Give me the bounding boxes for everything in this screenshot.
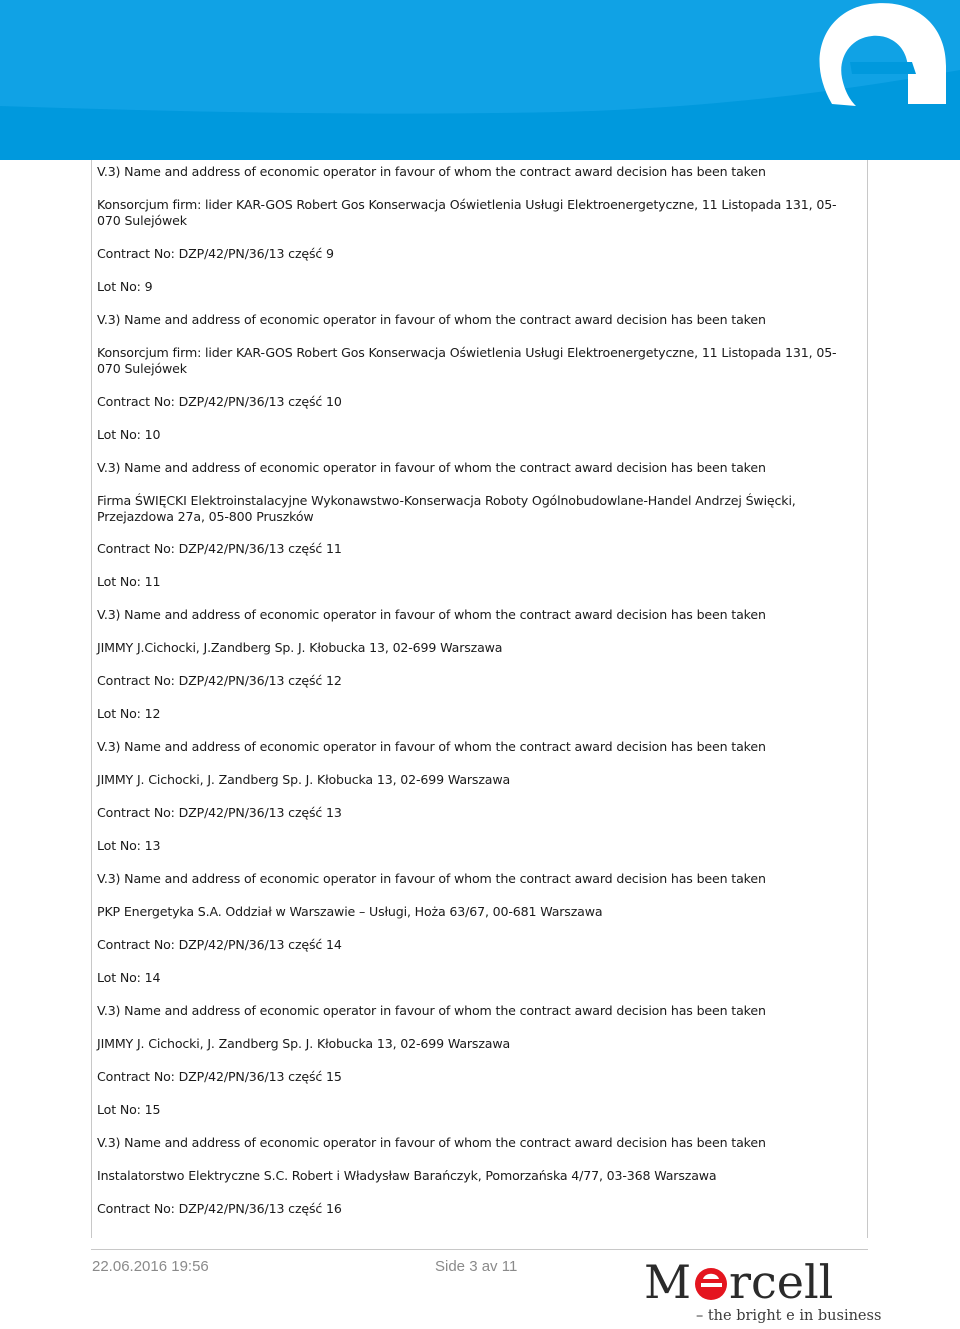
header-band [0,0,960,160]
brand-tagline: – the bright e in business [696,1308,882,1324]
lot-number: Lot No: 14 [97,970,161,985]
section-heading: V.3) Name and address of economic operator in favour of whom the contract award decision has been taken [97,871,766,886]
section-heading: V.3) Name and address of economic operator in favour of whom the contract award decision has been taken [97,739,766,754]
section-heading: V.3) Name and address of economic operator in favour of whom the contract award decision has been taken [97,312,766,327]
operator-address: JIMMY J. Cichocki, J. Zandberg Sp. J. Kłobucka 13, 02-699 Warszawa [97,1036,511,1051]
document-body [91,160,868,1238]
contract-number: Contract No: DZP/42/PN/36/13 część 12 [97,673,342,688]
section-heading: V.3) Name and address of economic operator in favour of whom the contract award decision has been taken [97,164,766,179]
footer-page-number: Side 3 av 11 [435,1258,518,1275]
logo-suffix: rcell [729,1255,834,1309]
lot-number: Lot No: 12 [97,706,161,721]
footer-timestamp: 22.06.2016 19:56 [92,1258,209,1275]
contract-number: Contract No: DZP/42/PN/36/13 część 13 [97,805,342,820]
contract-number: Contract No: DZP/42/PN/36/13 część 9 [97,246,334,261]
operator-address: Firma ŚWIĘCKI Elektroinstalacyjne Wykonawstwo-Konserwacja Roboty Ogólnobudowlane-Handel Andrzej Święcki, Przejazdowa 27a, 05-800 Pruszków [97,493,796,524]
contract-number: Contract No: DZP/42/PN/36/13 część 11 [97,541,342,556]
lot-number: Lot No: 9 [97,279,153,294]
logo-e-icon [695,1268,727,1300]
lot-number: Lot No: 10 [97,427,161,442]
footer-divider [91,1249,868,1250]
operator-address: Konsorcjum firm: lider KAR-GOS Robert Gos Konserwacja Oświetlenia Usługi Elektroenergetyczne, 11 Listopada 131, 05-070 Sulejówek [97,345,837,376]
section-heading: V.3) Name and address of economic operator in favour of whom the contract award decision has been taken [97,460,766,475]
section-heading: V.3) Name and address of economic operator in favour of whom the contract award decision has been taken [97,1003,766,1018]
operator-address: Konsorcjum firm: lider KAR-GOS Robert Gos Konserwacja Oświetlenia Usługi Elektroenergetyczne, 11 Listopada 131, 05-070 Sulejówek [97,197,837,228]
lot-number: Lot No: 13 [97,838,161,853]
lot-number: Lot No: 11 [97,574,161,589]
operator-address: Instalatorstwo Elektryczne S.C. Robert i Władysław Barańczyk, Pomorzańska 4/77, 03-368 Warszawa [97,1168,717,1183]
section-heading: V.3) Name and address of economic operator in favour of whom the contract award decision has been taken [97,607,766,622]
contract-number: Contract No: DZP/42/PN/36/13 część 15 [97,1069,342,1084]
lot-number: Lot No: 15 [97,1102,161,1117]
contract-number: Contract No: DZP/42/PN/36/13 część 14 [97,937,342,952]
logo-prefix: M [644,1255,692,1309]
contract-number: Contract No: DZP/42/PN/36/13 część 10 [97,394,342,409]
operator-address: JIMMY J.Cichocki, J.Zandberg Sp. J. Kłobucka 13, 02-699 Warszawa [97,640,503,655]
section-heading: V.3) Name and address of economic operator in favour of whom the contract award decision has been taken [97,1135,766,1150]
operator-address: JIMMY J. Cichocki, J. Zandberg Sp. J. Kłobucka 13, 02-699 Warszawa [97,772,511,787]
operator-address: PKP Energetyka S.A. Oddział w Warszawie – Usługi, Hoża 63/67, 00-681 Warszawa [97,904,603,919]
contract-number: Contract No: DZP/42/PN/36/13 część 16 [97,1201,342,1216]
